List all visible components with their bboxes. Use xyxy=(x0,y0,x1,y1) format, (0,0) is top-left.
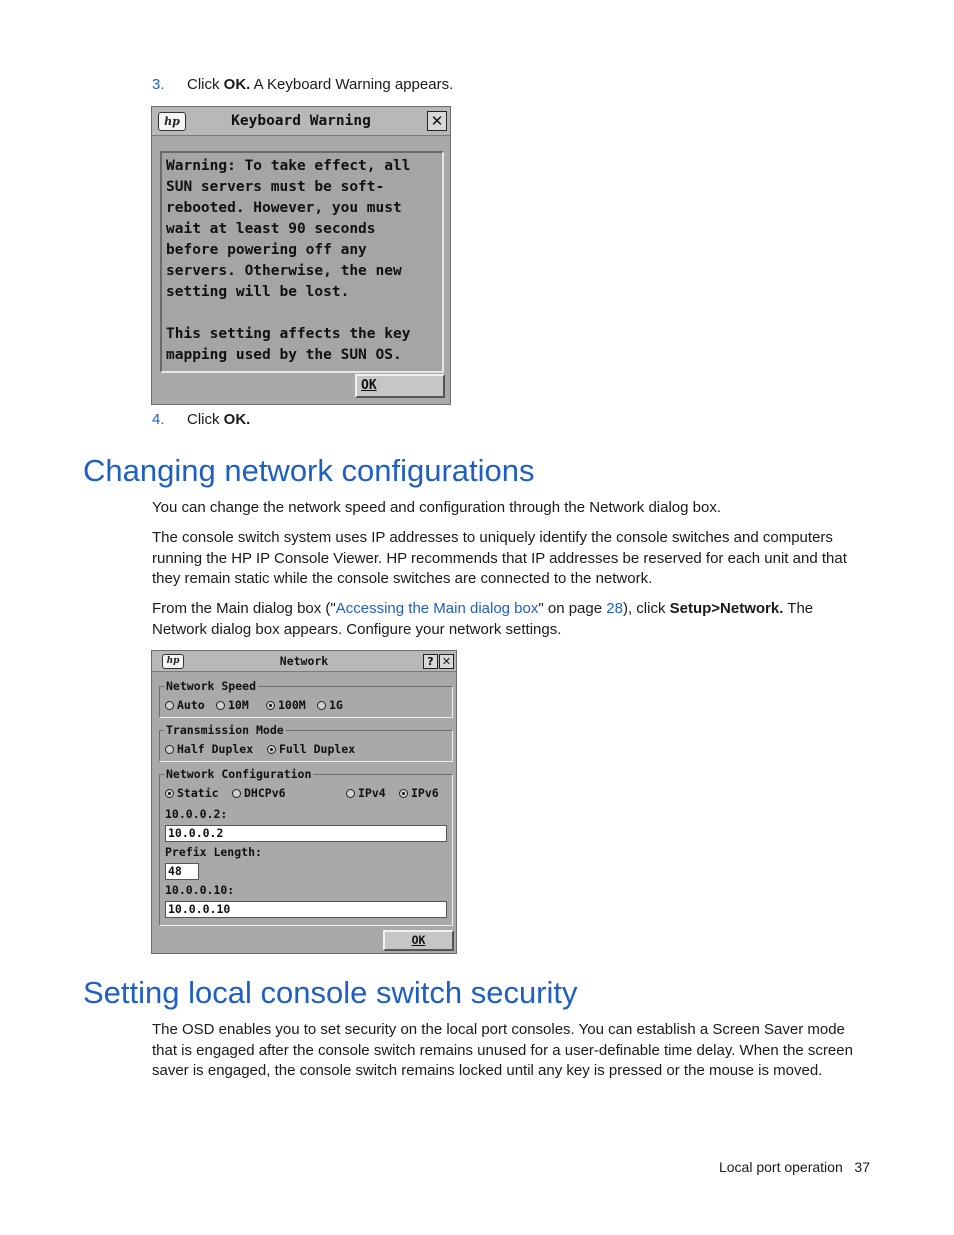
radio-1g[interactable]: 1G xyxy=(317,697,343,713)
step-3: 3. Click OK. A Keyboard Warning appears. xyxy=(152,75,453,96)
radio-auto[interactable]: Auto xyxy=(165,697,205,713)
prefix-length-label: Prefix Length: xyxy=(165,845,262,859)
ok-button-label: OK xyxy=(361,378,377,393)
radio-100m[interactable]: 100M xyxy=(266,697,306,713)
radio-selected-icon xyxy=(165,789,174,798)
radio-icon xyxy=(165,745,174,754)
link-page[interactable]: 28 xyxy=(606,600,623,617)
close-icon[interactable]: ✕ xyxy=(439,654,454,669)
ok-button-label: OK xyxy=(411,933,426,947)
radio-icon xyxy=(232,789,241,798)
section-heading-network: Changing network configurations xyxy=(83,453,535,488)
link-main-dialog[interactable]: Accessing the Main dialog box xyxy=(335,600,539,617)
page-number: 37 xyxy=(854,1159,870,1175)
radio-selected-icon xyxy=(266,701,275,710)
dialog-titlebar xyxy=(152,107,450,136)
radio-half-duplex[interactable]: Half Duplex xyxy=(165,741,253,757)
hp-logo-icon: hp xyxy=(158,112,186,131)
group-title: Network Configuration xyxy=(166,767,312,781)
dialog-titlebar xyxy=(152,651,456,672)
radio-icon xyxy=(165,701,174,710)
address-input[interactable]: 10.0.0.2 xyxy=(165,825,447,842)
hp-logo-icon: hp xyxy=(162,654,184,669)
radio-10m[interactable]: 10M xyxy=(216,697,249,713)
paragraph: You can change the network speed and configuration through the Network dialog box. xyxy=(152,499,722,516)
page-footer xyxy=(719,1157,870,1178)
radio-ipv4[interactable]: IPv4 xyxy=(346,785,386,801)
gateway-input[interactable]: 10.0.0.10 xyxy=(165,901,447,918)
radio-selected-icon xyxy=(399,789,408,798)
help-icon[interactable]: ? xyxy=(423,654,438,669)
step-number: 3. xyxy=(152,76,165,93)
paragraph: The OSD enables you to set security on the local port consoles. You can establish a Screen Saver mode that is engaged after the console switch remains unused for a user-definable time delay. When the screen saver is engaged, the console switch remains locked until any key is pressed or the mouse is moved. xyxy=(152,1021,853,1079)
close-icon[interactable]: ✕ xyxy=(427,111,447,131)
network-configuration-group xyxy=(159,767,453,926)
section-heading-security: Setting local console switch security xyxy=(83,975,578,1010)
step-number: 4. xyxy=(152,411,165,428)
dialog-title: Keyboard Warning xyxy=(231,113,371,129)
transmission-mode-group xyxy=(159,723,453,762)
warning-message: Warning: To take effect, all SUN servers must be soft- rebooted. However, you must wait at least 90 seconds before powering off any servers. Otherwise, the new setting will be lost. This setting affects the key mapping used by the SUN OS. xyxy=(160,151,444,373)
ok-button[interactable] xyxy=(383,930,454,951)
paragraph: From the Main dialog box ("Accessing the Main dialog box" on page 28), click Setup>Network. The Network dialog box appears. Configure your network settings. xyxy=(152,600,814,638)
radio-static[interactable]: Static xyxy=(165,785,219,801)
radio-icon xyxy=(216,701,225,710)
prefix-length-input[interactable]: 48 xyxy=(165,863,199,880)
network-speed-group xyxy=(159,679,453,718)
radio-dhcpv6[interactable]: DHCPv6 xyxy=(232,785,286,801)
paragraph: The console switch system uses IP addresses to uniquely identify the console switches and computers running the HP IP Console Viewer. HP recommends that IP addresses be reserved for each unit and that they remain static while the console switches are connected to the network. xyxy=(152,529,847,587)
keyboard-warning-dialog xyxy=(151,106,451,405)
radio-icon xyxy=(317,701,326,710)
group-title: Transmission Mode xyxy=(166,723,284,737)
address-label: 10.0.0.2: xyxy=(165,807,228,821)
radio-selected-icon xyxy=(267,745,276,754)
group-title: Network Speed xyxy=(166,679,257,693)
network-dialog xyxy=(151,650,457,954)
radio-icon xyxy=(346,789,355,798)
gateway-label: 10.0.0.10: xyxy=(165,883,235,897)
radio-ipv6[interactable]: IPv6 xyxy=(399,785,439,801)
step-4: 4. Click OK. xyxy=(152,410,250,431)
ok-button[interactable] xyxy=(355,374,445,398)
footer-section: Local port operation xyxy=(718,1159,843,1175)
dialog-title: Network xyxy=(279,654,329,668)
radio-full-duplex[interactable]: Full Duplex xyxy=(267,741,355,757)
